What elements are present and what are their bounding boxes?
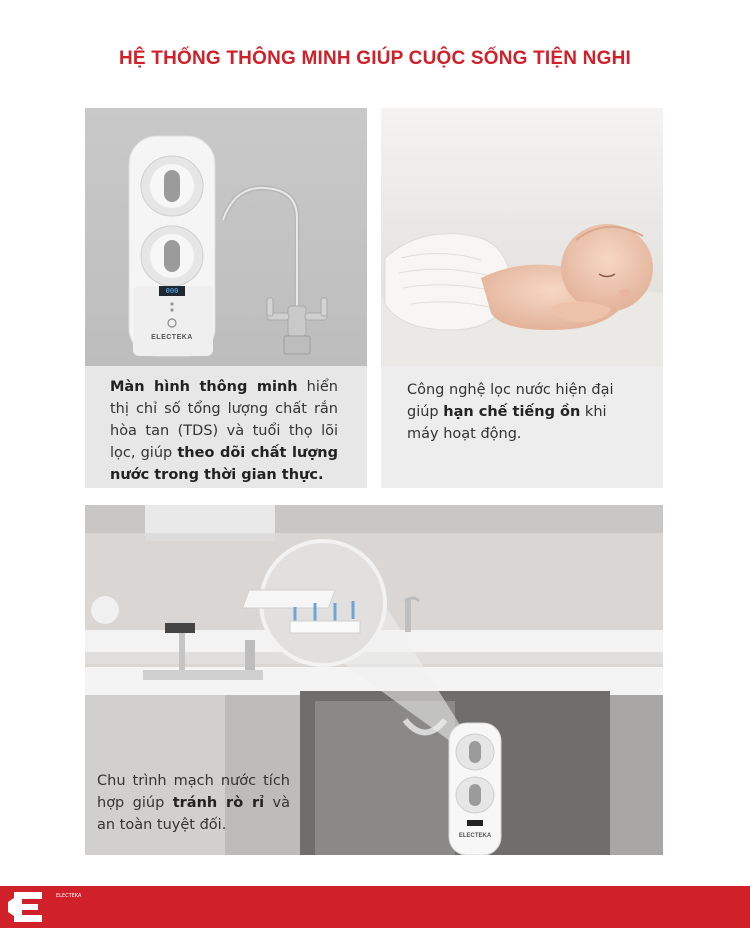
- caption-bold: hạn chế tiếng ồn: [443, 404, 581, 420]
- purifier-photo: [85, 108, 367, 366]
- caption-bold: tránh rò rỉ: [172, 795, 265, 811]
- caption-bold: Màn hình thông minh: [110, 379, 298, 395]
- smart-display-caption: [110, 376, 338, 486]
- caption-text: khi máy hoạt động.: [407, 404, 607, 442]
- leak-protection-caption: [97, 770, 290, 836]
- footer-bar: [0, 886, 750, 928]
- display-readout: 000: [165, 287, 179, 295]
- device-brand-label: ELECTEKA: [151, 334, 193, 341]
- quiet-operation-caption: [407, 379, 633, 445]
- quiet-operation-panel: [381, 108, 663, 488]
- brand-logo: [0, 886, 48, 928]
- caption-text: hiển thị chỉ số tổng lượng chất rắn hòa tan (TDS) và tuổi thọ lõi lọc, giúp: [110, 379, 338, 461]
- leak-protection-panel: [85, 505, 663, 855]
- caption-text: và an toàn tuyệt đối.: [97, 795, 291, 833]
- page-title: HỆ THỐNG THÔNG MINH GIÚP CUỘC SỐNG TIỆN NGHI: [119, 48, 631, 69]
- brand-tiny-text: ELECTEKA: [56, 893, 82, 899]
- sleeping-baby-photo: [381, 108, 663, 366]
- smart-display-panel: [85, 108, 367, 488]
- caption-text: Công nghệ lọc nước hiện đại giúp: [407, 382, 614, 420]
- device-brand-label: ELECTEKA: [458, 833, 492, 839]
- caption-text: Chu trình mạch nước tích hợp giúp: [97, 773, 290, 811]
- caption-bold: theo dõi chất lượng nước trong thời gian thực.: [110, 445, 338, 483]
